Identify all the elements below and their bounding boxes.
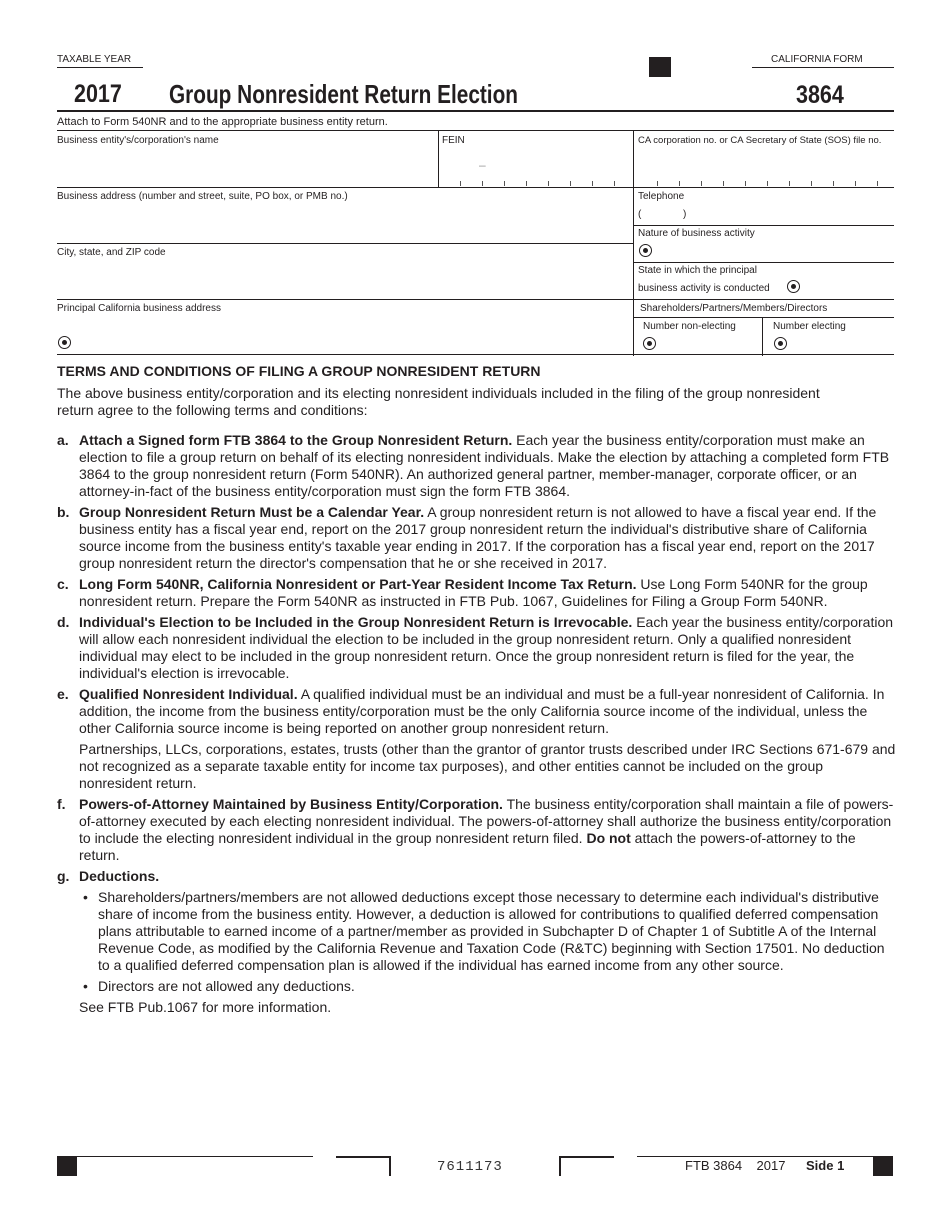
list-item: f. Powers-of-Attorney Maintained by Business Entity/Corporation. The business entity/corporation shall maintain a file of powers-of-attorney executed by each electing nonresident individual. The powers-of-attorney shall authorize the business entity/corporation to include the electing nonresident individual in the group nonresident return filed. Do not attach the powers-of-attorney to the return.	[57, 796, 894, 863]
city-state-zip-label: City, state, and ZIP code	[57, 247, 166, 258]
entry-bullet-icon	[643, 337, 656, 350]
footer-rule	[637, 1156, 873, 1157]
entry-bullet-icon	[787, 280, 800, 293]
telephone-label: Telephone	[638, 191, 685, 202]
taxable-year-label: TAXABLE YEAR	[57, 54, 143, 68]
entry-bullet-icon	[774, 337, 787, 350]
footer-form-label: FTB 3864 2017	[685, 1158, 786, 1173]
entity-name-label: Business entity's/corporation's name	[57, 135, 219, 146]
list-item: b. Group Nonresident Return Must be a Calendar Year. A group nonresident return is not allowed to have a fiscal year end. If the business entity has a fiscal year end, report on the 2017 group nonresident return the individual's distributive share of California source income from the business entity's taxable year ending in 2017. If the corporation has a fiscal year end, report on the 2017 group nonresident return the director's compensation that he or she received in 2017.	[57, 504, 877, 571]
shareholders-label: Shareholders/Partners/Members/Directors	[640, 303, 828, 314]
form-title: Group Nonresident Return Election	[169, 79, 518, 109]
state-principal-label-2: business activity is conducted	[638, 283, 770, 294]
principal-ca-address-label: Principal California business address	[57, 303, 221, 314]
deduction-bullets	[79, 889, 897, 995]
business-address-label: Business address (number and street, suite, PO box, or PMB no.)	[57, 191, 348, 202]
entry-bullet-icon	[58, 336, 71, 349]
attach-note: Attach to Form 540NR and to the appropriate business entity return.	[57, 116, 388, 128]
ca-corp-no-label: CA corporation no. or CA Secretary of State (SOS) file no.	[638, 135, 882, 146]
footer-rule	[77, 1156, 313, 1157]
bullet-dot-icon: •	[83, 978, 88, 994]
list-item: g. Deductions. • Shareholders/partners/members are not allowed deductions except those necessary to determine each individual's distributive share of income from the business entity. However, a deduction is allowed for contributions to qualified deferred compensation plans attributable to earned income of a partner/member as provided in Subchapter D of Chapter 1 of Subtitle A of the Internal Revenue Code, as modified by the California Revenue and Taxation Code (R&TC) beginning with Section 17501. No deduction to a qualified deferred compensation plan is allowed if the individual has earned income from any other source. • Directors are not allowed any deductions. See FTB Pub.1067 for more information.	[57, 868, 897, 1016]
bullet-item: • Shareholders/partners/members are not allowed deductions except those necessary to determine each individual's distributive share of income from the business entity. However, a deduction is allowed for contributions to qualified deferred compensation plans attributable to earned income of a partner/member as provided in Subchapter D of Chapter 1 of Subtitle A of the Internal Revenue Code, as modified by the California Revenue and Taxation Code (R&TC) beginning with Section 17501. No deduction to a qualified deferred compensation plan is allowed if the individual has earned income from any other source.	[79, 889, 897, 974]
fein-label: FEIN	[442, 135, 465, 146]
footer-side-label: Side 1	[806, 1158, 845, 1173]
divider	[438, 131, 439, 188]
registration-marker	[57, 1156, 77, 1176]
bullet-item: • Directors are not allowed any deductions.	[79, 978, 897, 995]
registration-marker	[649, 57, 671, 77]
bullet-dot-icon: •	[83, 889, 88, 905]
terms-title: TERMS AND CONDITIONS OF FILING A GROUP NONRESIDENT RETURN	[57, 363, 541, 379]
number-electing-label: Number electing	[773, 321, 846, 332]
terms-intro: The above business entity/corporation and its electing nonresident individuals included in the filing of the group nonresident return agree to the following terms and conditions:	[57, 385, 820, 418]
registration-marker	[873, 1156, 893, 1176]
list-item: d. Individual's Election to be Included in the Group Nonresident Return is Irrevocable. Each year the business entity/corporation will allow each nonresident individual the election to be included in the group nonresident return. Only a qualified nonresident individual may elect to be included in the group nonresident return. Once the group nonresident return is filed for the year, the individual's election is irrevocable.	[57, 614, 894, 681]
terms-list	[57, 432, 897, 1020]
number-non-electing-label: Number non-electing	[643, 321, 736, 332]
form-number: 3864	[796, 81, 844, 109]
corner-marker	[559, 1156, 614, 1176]
california-form-label: CALIFORNIA FORM	[752, 54, 894, 68]
form-barcode-number: 7611173	[437, 1159, 503, 1175]
telephone-area-code: ( )	[638, 209, 687, 220]
fein-dash: –	[479, 158, 486, 172]
entry-bullet-icon	[639, 244, 652, 257]
divider	[762, 317, 763, 356]
see-also-note: See FTB Pub.1067 for more information.	[79, 999, 332, 1015]
nature-of-activity-label: Nature of business activity	[638, 228, 755, 239]
list-item: a. Attach a Signed form FTB 3864 to the Group Nonresident Return. Each year the business entity/corporation must make an election to file a group return on behalf of its electing nonresident individuals. Make the election by attaching a completed form FTB 3864 to the group nonresident return (Form 540NR). An authorized general partner, member-manager, corporate officer, or an attorney-in-fact of the business entity/corporation must sign the form FTB 3864.	[57, 432, 890, 499]
entity-info-grid	[57, 130, 894, 355]
list-item: e. Qualified Nonresident Individual. A qualified individual must be an individual and must be a full-year nonresident of California. In addition, the income from the business entity/corporation must be the only California source income of the individual, unless the other California source income is being reported on another group nonresident return. Partnerships, LLCs, corporations, estates, trusts (other than the grantor of grantor trusts described under IRC Sections 671-679 and not recognized as a separate taxable entity for income tax purposes), and other entities cannot be included on the group nonresident return.	[57, 686, 896, 791]
corner-marker	[336, 1156, 391, 1176]
state-principal-label-1: State in which the principal	[638, 265, 757, 276]
header-rule	[57, 110, 894, 112]
list-item: c. Long Form 540NR, California Nonresident or Part-Year Resident Income Tax Return. Use Long Form 540NR for the group nonresident return. Prepare the Form 540NR as instructed in FTB Pub. 1067, Guidelines for Filing a Group Form 540NR.	[57, 576, 868, 609]
tax-year: 2017	[74, 80, 122, 108]
